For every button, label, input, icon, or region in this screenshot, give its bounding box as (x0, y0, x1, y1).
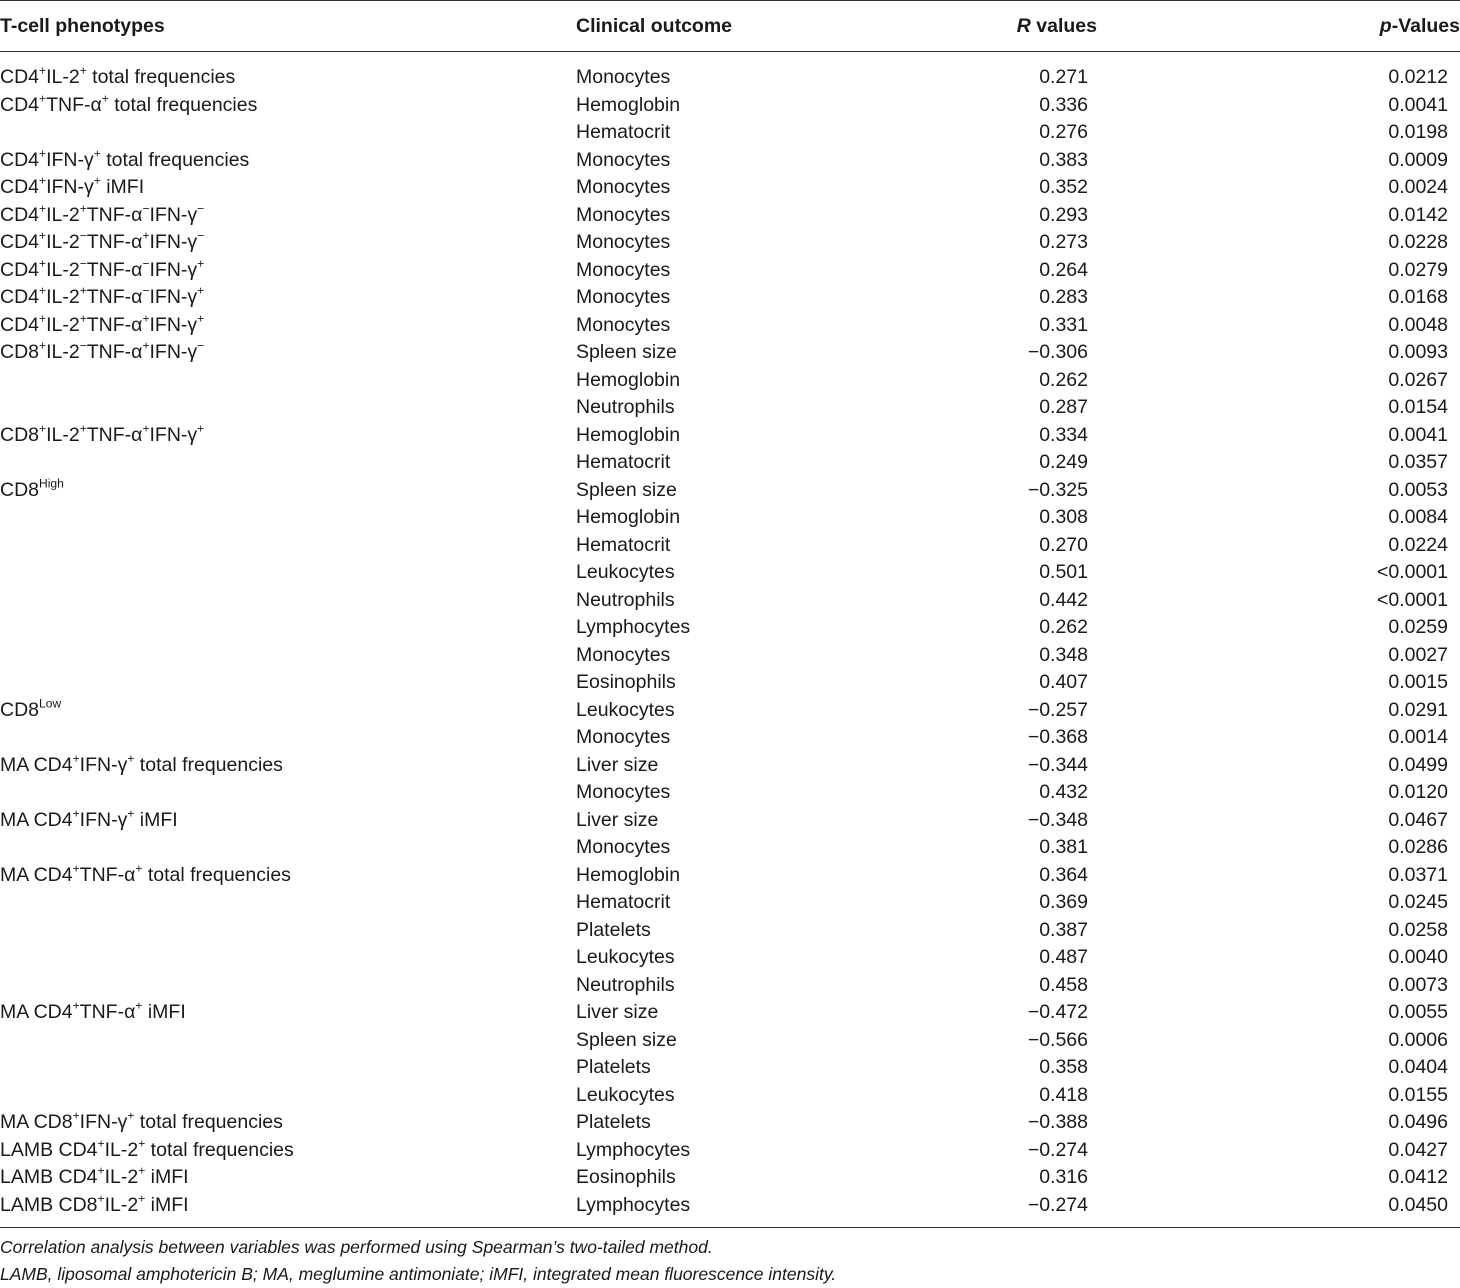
cell-r-value: 0.262 (1039, 616, 1088, 638)
cell-r-value: 0.501 (1039, 561, 1088, 583)
cell-outcome: Eosinophils (576, 671, 676, 693)
cell-outcome: Monocytes (576, 231, 671, 253)
cell-r-value: −0.368 (1027, 726, 1088, 748)
cell-outcome: Leukocytes (576, 561, 675, 583)
cell-p-value: 0.0371 (1388, 863, 1448, 886)
cell-r-value: −0.306 (1027, 341, 1088, 363)
cell-p-value: 0.0093 (1388, 341, 1448, 363)
table-row (0, 559, 1460, 587)
table-row (0, 367, 1460, 395)
cell-r-value: 0.364 (1039, 863, 1088, 886)
cell-p-value: 0.0279 (1388, 258, 1448, 281)
cell-outcome: Hematocrit (576, 891, 671, 913)
cell-p-value: 0.0041 (1388, 93, 1448, 116)
cell-r-value: −0.388 (1027, 1111, 1088, 1133)
cell-phenotype (0, 779, 576, 807)
cell-phenotype: CD8+IL-2−TNF-α+IFN-γ− (0, 338, 205, 363)
cell-p-value: 0.0450 (1190, 1192, 1460, 1228)
cell-phenotype (0, 944, 576, 972)
table-row (0, 1054, 1460, 1082)
cell-p-value: 0.0291 (1388, 698, 1448, 721)
cell-p-value: 0.0084 (1388, 506, 1448, 528)
cell-p-value: 0.0014 (1388, 726, 1448, 748)
table-row (0, 449, 1460, 477)
table-row (0, 202, 1460, 230)
cell-outcome: Liver size (576, 1001, 659, 1023)
cell-outcome: Monocytes (576, 643, 671, 666)
cell-outcome: Neutrophils (576, 396, 675, 418)
cell-r-value: 0.358 (1039, 1056, 1088, 1078)
cell-r-value: −0.472 (1027, 1001, 1088, 1023)
cell-p-value: 0.0154 (1388, 396, 1448, 418)
cell-outcome: Liver size (576, 808, 659, 831)
table-row (0, 52, 1460, 92)
cell-p-value: 0.0027 (1388, 643, 1448, 666)
cell-r-value: −0.348 (1027, 808, 1088, 831)
cell-outcome: Spleen size (576, 341, 677, 363)
cell-phenotype: CD4+IL-2+TNF-α+IFN-γ+ (0, 311, 205, 336)
header-p-values (1190, 1, 1460, 52)
cell-phenotype (0, 1054, 576, 1082)
cell-r-value: 0.316 (1039, 1166, 1088, 1188)
cell-outcome: Leukocytes (576, 1083, 675, 1106)
cell-p-value: 0.0496 (1388, 1111, 1448, 1133)
table-row (0, 147, 1460, 175)
table-footnotes (0, 1234, 1460, 1288)
cell-phenotype: LAMB CD4+IL-2+ iMFI (0, 1163, 189, 1188)
table-row (0, 614, 1460, 642)
cell-p-value: 0.0499 (1388, 753, 1448, 776)
table-row (0, 944, 1460, 972)
table-row (0, 862, 1460, 890)
table-row (0, 312, 1460, 340)
footnote-method: Correlation analysis between variables was performed using Spearman’s two-tailed method. (0, 1237, 713, 1257)
cell-phenotype: CD4+TNF-α+ total frequencies (0, 91, 258, 116)
cell-r-value: −0.325 (1027, 478, 1088, 501)
header-r-italic: R (1016, 14, 1031, 37)
table-row (0, 972, 1460, 1000)
cell-phenotype (0, 504, 576, 532)
table-row (0, 917, 1460, 945)
cell-phenotype: MA CD4+TNF-α+ iMFI (0, 998, 186, 1023)
cell-phenotype (0, 119, 576, 147)
cell-outcome: Hematocrit (576, 121, 671, 143)
cell-phenotype: CD4+IL-2−TNF-α−IFN-γ+ (0, 256, 205, 281)
cell-p-value: 0.0015 (1388, 671, 1448, 693)
cell-p-value: 0.0357 (1388, 451, 1448, 473)
table-header (0, 1, 1460, 52)
cell-outcome: Platelets (576, 918, 651, 941)
cell-r-value: 0.383 (1039, 148, 1088, 171)
cell-outcome: Lymphocytes (576, 1138, 691, 1161)
cell-p-value: 0.0040 (1388, 946, 1448, 968)
table-row (0, 1164, 1460, 1192)
header-r-values (906, 1, 1190, 52)
cell-r-value: 0.442 (1039, 588, 1088, 611)
table-row (0, 724, 1460, 752)
cell-p-value: 0.0055 (1388, 1001, 1448, 1023)
cell-r-value: 0.334 (1039, 423, 1088, 446)
cell-phenotype (0, 642, 576, 670)
cell-phenotype: CD4+IFN-γ+ iMFI (0, 173, 145, 198)
cell-p-value: 0.0258 (1388, 918, 1448, 941)
table-row (0, 532, 1460, 560)
cell-p-value: 0.0006 (1388, 1028, 1448, 1051)
cell-p-value: 0.0155 (1388, 1083, 1448, 1106)
table-row (0, 257, 1460, 285)
header-outcome: Clinical outcome (576, 1, 906, 52)
cell-r-value: 0.407 (1039, 671, 1088, 693)
cell-phenotype (0, 1082, 576, 1110)
cell-p-value: 0.0427 (1388, 1138, 1448, 1161)
cell-r-value: 0.381 (1039, 836, 1088, 858)
table-row (0, 834, 1460, 862)
cell-r-value: 0.308 (1039, 506, 1088, 528)
table-row (0, 174, 1460, 202)
cell-r-value: −0.257 (1027, 698, 1088, 721)
cell-phenotype (0, 394, 576, 422)
cell-r-value: 0.336 (1039, 93, 1088, 116)
cell-p-value: 0.0053 (1388, 478, 1448, 501)
cell-outcome: Platelets (576, 1111, 651, 1133)
header-p-italic: p (1379, 14, 1392, 37)
cell-phenotype: CD8+IL-2+TNF-α+IFN-γ+ (0, 421, 205, 446)
cell-p-value: 0.0286 (1388, 836, 1448, 858)
cell-phenotype: CD4+IFN-γ+ total frequencies (0, 146, 250, 171)
cell-r-value: −0.566 (1027, 1028, 1088, 1051)
footnote-abbreviations: LAMB, liposomal amphotericin B; MA, meglumine antimoniate; iMFI, integrated mean fluorescence intensity. (0, 1264, 837, 1284)
cell-phenotype: LAMB CD4+IL-2+ total frequencies (0, 1136, 294, 1161)
cell-outcome: Monocytes (576, 258, 671, 281)
cell-p-value: 0.0168 (1388, 286, 1448, 308)
cell-outcome: Leukocytes (576, 946, 675, 968)
cell-phenotype: $CD8^{Low}$ (0, 696, 62, 721)
cell-outcome: Monocytes (576, 66, 671, 88)
cell-p-value: 0.0048 (1388, 313, 1448, 336)
cell-outcome: Lymphocytes (576, 616, 691, 638)
cell-phenotype (0, 972, 576, 1000)
table-row (0, 119, 1460, 147)
cell-r-value: 0.458 (1039, 973, 1088, 996)
cell-p-value: 0.0412 (1388, 1166, 1448, 1188)
cell-p-value: 0.0120 (1388, 781, 1448, 803)
cell-outcome: Leukocytes (576, 698, 675, 721)
cell-p-value: 0.0142 (1388, 203, 1448, 226)
cell-r-value: −0.274 (906, 1192, 1190, 1228)
header-r-rest: values (1030, 14, 1097, 37)
cell-p-value: 0.0245 (1388, 891, 1448, 913)
cell-phenotype: LAMB CD8+IL-2+ iMFI (0, 1192, 576, 1228)
cell-p-value: 0.0073 (1388, 973, 1448, 996)
cell-outcome: Neutrophils (576, 588, 675, 611)
cell-outcome: Hemoglobin (576, 863, 681, 886)
cell-p-value: 0.0259 (1388, 616, 1448, 638)
cell-phenotype: CD4+IL-2+TNF-α−IFN-γ− (0, 201, 205, 226)
cell-phenotype (0, 917, 576, 945)
cell-r-value: 0.249 (1039, 451, 1088, 473)
cell-p-value: 0.0009 (1388, 148, 1448, 171)
cell-outcome: Hemoglobin (576, 506, 681, 528)
cell-phenotype (0, 669, 576, 697)
cell-p-value: <0.0001 (1376, 561, 1448, 583)
table-row (0, 504, 1460, 532)
cell-p-value: 0.0228 (1388, 231, 1448, 253)
cell-phenotype: MA CD4+TNF-α+ total frequencies (0, 861, 291, 886)
cell-r-value: 0.331 (1039, 313, 1088, 336)
cell-p-value: 0.0224 (1388, 533, 1448, 556)
cell-r-value: 0.352 (1039, 176, 1088, 198)
cell-phenotype: MA CD4+IFN-γ+ iMFI (0, 806, 178, 831)
table-row (0, 1109, 1460, 1137)
table-row (0, 1192, 1460, 1228)
table-row (0, 999, 1460, 1027)
cell-outcome: Spleen size (576, 1028, 677, 1051)
cell-phenotype: $CD8^{High}$ (0, 476, 64, 501)
cell-outcome: Monocytes (576, 176, 671, 198)
cell-outcome: Monocytes (576, 781, 671, 803)
table-row (0, 339, 1460, 367)
cell-outcome: Monocytes (576, 313, 671, 336)
cell-phenotype: CD4+IL-2−TNF-α+IFN-γ− (0, 228, 205, 253)
cell-phenotype (0, 889, 576, 917)
cell-r-value: 0.348 (1039, 643, 1088, 666)
cell-outcome: Hemoglobin (576, 93, 681, 116)
cell-phenotype: CD4+IL-2+TNF-α−IFN-γ+ (0, 283, 205, 308)
cell-outcome: Hemoglobin (576, 368, 681, 391)
table-row (0, 1137, 1460, 1165)
cell-outcome: Monocytes (576, 148, 671, 171)
table-row (0, 669, 1460, 697)
cell-outcome: Platelets (576, 1056, 651, 1078)
table-row (0, 752, 1460, 780)
cell-r-value: 0.270 (1039, 533, 1088, 556)
cell-phenotype (0, 834, 576, 862)
cell-outcome: Hematocrit (576, 533, 671, 556)
cell-outcome: Spleen size (576, 478, 677, 501)
table-row (0, 587, 1460, 615)
cell-r-value: 0.369 (1039, 891, 1088, 913)
cell-phenotype: MA CD4+IFN-γ+ total frequencies (0, 751, 283, 776)
cell-r-value: 0.293 (1039, 203, 1088, 226)
cell-phenotype (0, 1027, 576, 1055)
table-row (0, 284, 1460, 312)
cell-p-value: 0.0267 (1388, 368, 1448, 391)
cell-r-value: 0.276 (1039, 121, 1088, 143)
cell-outcome: Monocytes (576, 286, 671, 308)
cell-p-value: 0.0467 (1388, 808, 1448, 831)
table-row (0, 422, 1460, 450)
table-row (0, 229, 1460, 257)
table-row (0, 1027, 1460, 1055)
table-row (0, 697, 1460, 725)
cell-r-value: 0.262 (1039, 368, 1088, 391)
cell-r-value: 0.487 (1039, 946, 1088, 968)
table-row (0, 889, 1460, 917)
cell-phenotype (0, 449, 576, 477)
cell-outcome: Monocytes (576, 836, 671, 858)
cell-r-value: 0.264 (1039, 258, 1088, 281)
cell-p-value: 0.0198 (1388, 121, 1448, 143)
cell-r-value: 0.418 (1039, 1083, 1088, 1106)
cell-r-value: 0.273 (1039, 231, 1088, 253)
cell-r-value: −0.344 (1027, 753, 1088, 776)
header-phenotype: T-cell phenotypes (0, 1, 576, 52)
cell-outcome: Lymphocytes (576, 1192, 906, 1228)
cell-r-value: 0.283 (1039, 286, 1088, 308)
cell-phenotype: CD4+IL-2+ total frequencies (0, 63, 236, 88)
cell-p-value: 0.0404 (1388, 1056, 1448, 1078)
cell-p-value: 0.0041 (1388, 423, 1448, 446)
cell-r-value: 0.271 (1039, 66, 1088, 88)
cell-phenotype (0, 559, 576, 587)
table-row (0, 92, 1460, 120)
table-row (0, 642, 1460, 670)
cell-outcome: Monocytes (576, 726, 671, 748)
cell-p-value: 0.0212 (1388, 66, 1448, 88)
cell-r-value: 0.387 (1039, 918, 1088, 941)
cell-r-value: 0.432 (1039, 781, 1088, 803)
table-body (0, 52, 1460, 1228)
cell-r-value: 0.287 (1039, 396, 1088, 418)
cell-outcome: Hemoglobin (576, 423, 681, 446)
table-row (0, 779, 1460, 807)
table-row (0, 807, 1460, 835)
table-row (0, 394, 1460, 422)
header-p-rest: -Values (1391, 14, 1460, 37)
cell-outcome: Eosinophils (576, 1166, 676, 1188)
cell-phenotype (0, 614, 576, 642)
cell-phenotype (0, 367, 576, 395)
table-row (0, 1082, 1460, 1110)
cell-outcome: Hematocrit (576, 451, 671, 473)
cell-phenotype (0, 724, 576, 752)
cell-outcome: Neutrophils (576, 973, 675, 996)
header-row (0, 1, 1460, 52)
cell-p-value: 0.0024 (1388, 176, 1448, 198)
cell-outcome: Monocytes (576, 203, 671, 226)
cell-phenotype (0, 532, 576, 560)
cell-phenotype (0, 587, 576, 615)
cell-phenotype: MA CD8+IFN-γ+ total frequencies (0, 1108, 283, 1133)
cell-outcome: Liver size (576, 753, 659, 776)
table-row (0, 477, 1460, 505)
cell-p-value: <0.0001 (1376, 588, 1448, 611)
cell-r-value: −0.274 (1027, 1138, 1088, 1161)
